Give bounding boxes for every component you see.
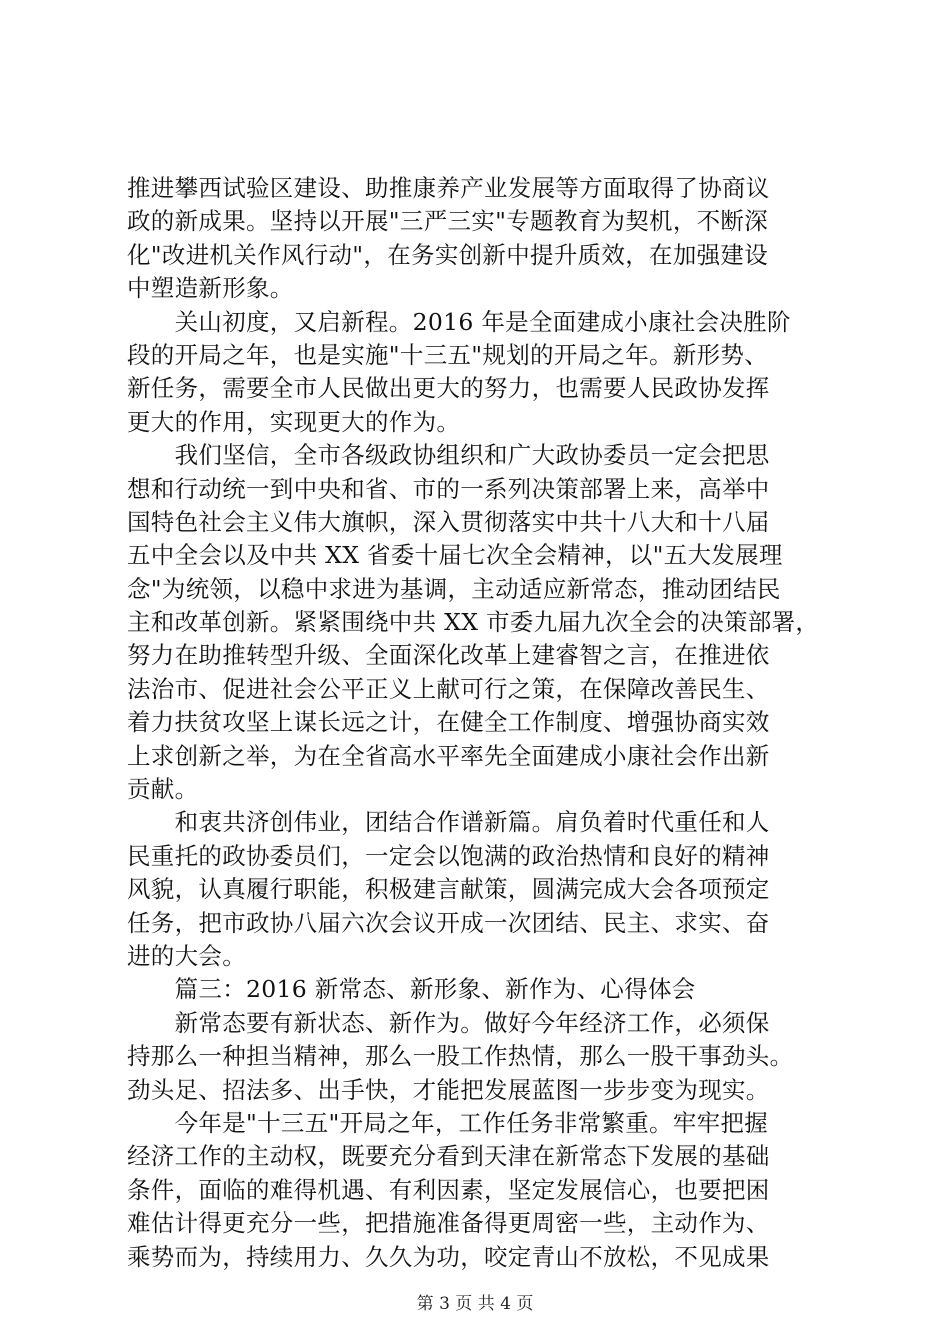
text-line: 和衷共济创伟业，团结合作谱新篇。肩负着时代重任和人 bbox=[127, 808, 770, 837]
text-line: 进的大会。 bbox=[127, 941, 246, 970]
text-line: 上求创新之举，为在全省高水平率先全面建成小康社会作出新 bbox=[127, 741, 770, 770]
text-line: 推进攀西试验区建设、助推康养产业发展等方面取得了协商议 bbox=[127, 174, 770, 202]
text-line: 经济工作的主动权，既要充分看到天津在新常态下发展的基础 bbox=[127, 1142, 770, 1171]
text-line: 政的新成果。坚持以开展"三严三实"专题教育为契机，不断深 bbox=[127, 207, 769, 236]
text-line: 段的开局之年，也是实施"十三五"规划的开局之年。新形势、 bbox=[127, 340, 769, 369]
text-line: 着力扶贫攻坚上谋长远之计，在健全工作制度、增强协商实效 bbox=[127, 708, 770, 737]
text-line: 法治市、促进社会公平正义上献可行之策，在保障改善民生、 bbox=[127, 674, 770, 703]
text-line: 更大的作用，实现更大的作为。 bbox=[127, 407, 461, 436]
text-line: 国特色社会主义伟大旗帜，深入贯彻落实中共十八大和十八届 bbox=[127, 507, 770, 536]
text-line: 中塑造新形象。 bbox=[127, 274, 294, 303]
text-line: 想和行动统一到中央和省、市的一系列决策部署上来，高举中 bbox=[127, 474, 770, 503]
text-line: 新常态要有新状态、新作为。做好今年经济工作，必须保 bbox=[127, 1008, 770, 1037]
text-line: 念"为统领，以稳中求进为基调，主动适应新常态，推动团结民 bbox=[127, 574, 781, 603]
text-line: 关山初度，又启新程。2016 年是全面建成小康社会决胜阶 bbox=[127, 307, 791, 336]
text-line: 化"改进机关作风行动"，在务实创新中提升质效，在加强建设 bbox=[127, 240, 769, 269]
text-line: 劲头足、招法多、出手快，才能把发展蓝图一步步变为现实。 bbox=[127, 1075, 770, 1104]
text-line: 条件，面临的难得机遇、有利因素，坚定发展信心，也要把困 bbox=[127, 1175, 770, 1204]
text-line: 努力在助推转型升级、全面深化改革上建睿智之言，在推进依 bbox=[127, 641, 770, 670]
text-line: 我们坚信，全市各级政协组织和广大政协委员一定会把思 bbox=[127, 441, 770, 470]
page-number-footer: 第 3 页 共 4 页 bbox=[416, 1294, 534, 1314]
document-body bbox=[127, 172, 827, 1274]
text-line: 民重托的政协委员们，一定会以饱满的政治热情和良好的精神 bbox=[127, 841, 770, 870]
text-line: 乘势而为，持续用力、久久为功，咬定青山不放松，不见成果 bbox=[127, 1242, 770, 1271]
section-heading: 篇三：2016 新常态、新形象、新作为、心得体会 bbox=[127, 975, 696, 1004]
text-line: 新任务，需要全市人民做出更大的努力，也需要人民政协发挥 bbox=[127, 374, 770, 403]
text-line: 五中全会以及中共 XX 省委十届七次全会精神，以"五大发展理 bbox=[127, 541, 783, 570]
text-line: 持那么一种担当精神，那么一股工作热情，那么一股干事劲头。 bbox=[127, 1042, 794, 1071]
text-line: 贡献。 bbox=[127, 775, 199, 804]
text-line: 主和改革创新。紧紧围绕中共 XX 市委九届九次全会的决策部署， bbox=[127, 608, 820, 637]
text-line: 今年是"十三五"开局之年，工作任务非常繁重。牢牢把握 bbox=[127, 1108, 769, 1137]
text-line: 任务，把市政协八届六次会议开成一次团结、民主、求实、奋 bbox=[127, 908, 770, 937]
text-line: 风貌，认真履行职能，积极建言献策，圆满完成大会各项预定 bbox=[127, 875, 770, 904]
text-line: 难估计得更充分一些，把措施准备得更周密一些，主动作为、 bbox=[127, 1209, 770, 1238]
